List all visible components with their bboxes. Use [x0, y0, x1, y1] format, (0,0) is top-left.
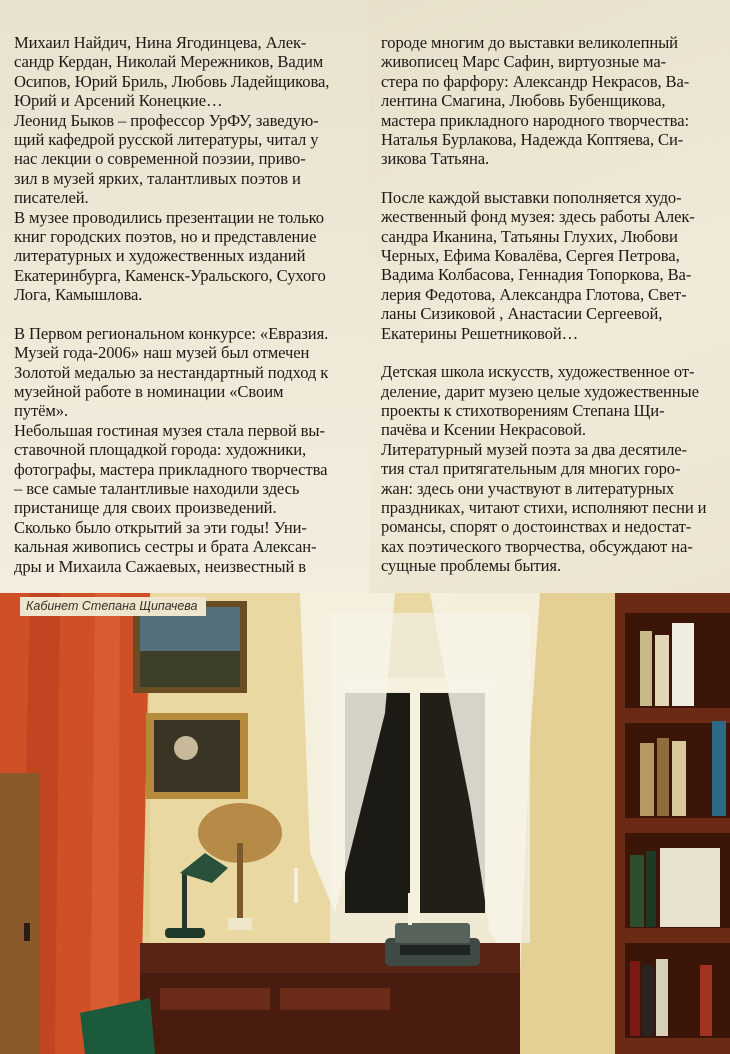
right-column-line: Наталья Бурлакова, Надежда Коптяева, Си- [381, 130, 684, 150]
right-column-line: ланы Сизиковой , Анастасии Сергеевой, [381, 304, 663, 324]
left-column-line: нас лекции о современной поэзии, приво- [14, 149, 306, 169]
right-column-paragraph-gap [381, 343, 721, 362]
right-column-line: Литературный музей поэта за два десятиле- [381, 439, 687, 459]
left-column-line: Юрий и Арсений Конецкие… [14, 91, 223, 111]
right-column-line: мастера прикладного народного творчества: [381, 110, 689, 130]
right-column-line: зикова Татьяна. [381, 149, 490, 169]
painting-portrait [146, 713, 248, 799]
left-column-line: Сколько было открытий за эти годы! Уни- [14, 517, 307, 537]
left-column-line: фотографы, мастера прикладного творчества [14, 459, 328, 479]
right-column-line: После каждой выставки пополняется худо- [381, 187, 682, 207]
left-column-line: литературных и художественных изданий [14, 246, 306, 266]
right-column-paragraph-gap [381, 169, 721, 188]
left-column-line: дры и Михаила Сажаевых, неизвестный в [14, 556, 307, 576]
right-text-column [381, 33, 721, 576]
left-column-line: пристанище для своих произведений. [14, 498, 277, 518]
right-column-line: лерия Федотова, Александра Глотова, Свет- [381, 284, 687, 304]
typewriter [385, 923, 480, 966]
left-column-line: ставочной площадкой города: художники, [14, 440, 307, 460]
left-column-line: писателей. [14, 188, 89, 208]
left-column-line: Лога, Камышлова. [14, 285, 143, 305]
photo-caption: Кабинет Степана Щипачева [20, 597, 206, 616]
left-column-line: – все самые талантливые находили здесь [14, 478, 300, 498]
candle [408, 893, 412, 925]
left-column-line: Екатеринбурга, Каменск-Уральского, Сухого [14, 265, 326, 285]
door [0, 773, 40, 1054]
right-column-line: сущные проблемы бытия. [381, 556, 562, 576]
left-column-paragraph-gap [14, 305, 358, 324]
left-column-line: В Первом региональном конкурсе: «Евразия. [14, 323, 329, 343]
right-column-line: пачёва и Ксении Некрасовой. [381, 420, 586, 440]
left-column-line: кальная живопись сестры и брата Алексан- [14, 537, 317, 557]
study-room-photo [0, 593, 730, 1054]
left-column-line: Михаил Найдич, Нина Ягодинцева, Алек- [14, 33, 307, 52]
right-column-line: Екатерины Решетниковой… [381, 323, 579, 343]
right-column-line: праздниках, читают стихи, исполняют песни и [381, 497, 707, 517]
right-column-line: Черных, Ефима Ковалёва, Сергея Петрова, [381, 246, 680, 266]
left-column-line: Золотой медалью за нестандартный подход к [14, 362, 329, 382]
right-column-line: стера по фарфору: Александр Некрасов, Ва- [381, 71, 690, 91]
right-column-line: Детская школа искусств, художественное от- [381, 362, 695, 382]
right-column-line: Вадима Колбасова, Геннадия Топоркова, Ва- [381, 265, 692, 285]
left-column-line: путём». [14, 401, 69, 421]
right-column-line: проекты к стихотворениям Степана Щи- [381, 400, 665, 420]
right-column-line: жан: здесь они участвуют в литературных [381, 478, 675, 498]
left-column-line: Осипов, Юрий Бриль, Любовь Ладейщикова, [14, 71, 330, 91]
left-column-line: книг городских поэтов, но и представление [14, 227, 317, 247]
right-column-line: романсы, спорят о достоинствах и недостат- [381, 517, 692, 537]
bookshelf [615, 593, 730, 1054]
left-column-line: Леонид Быков – профессор УрФУ, заведую- [14, 110, 319, 130]
left-text-column [14, 33, 358, 576]
right-column-line: ках поэтического творчества, обсуждают на- [381, 536, 693, 556]
left-column-line: сандр Кердан, Николай Мережников, Вадим [14, 52, 324, 72]
candle [294, 868, 298, 903]
right-column-line: тия стал притягательным для многих горо- [381, 459, 681, 479]
left-column-line: музейной работе в номинации «Своим [14, 381, 284, 401]
left-column-line: Небольшая гостиная музея стала первой вы- [14, 420, 325, 440]
right-column-line: живописец Марс Сафин, виртуозные ма- [381, 52, 667, 72]
right-column-line: городе многим до выставки великолепный [381, 33, 678, 52]
right-column-line: сандра Иканина, Татьяны Глухих, Любови [381, 226, 678, 246]
right-column-line: деление, дарит музею целые художественные [381, 381, 699, 401]
right-column-line: лентина Смагина, Любовь Бубенщикова, [381, 91, 666, 111]
left-column-line: Музей года-2006» наш музей был отмечен [14, 343, 310, 363]
left-column-line: зил в музей ярких, талантливых поэтов и [14, 168, 301, 188]
left-column-line: щий кафедрой русской литературы, читал у [14, 130, 319, 150]
left-column-line: В музее проводились презентации не только [14, 207, 324, 227]
right-column-line: жественный фонд музея: здесь работы Алек- [381, 207, 695, 227]
